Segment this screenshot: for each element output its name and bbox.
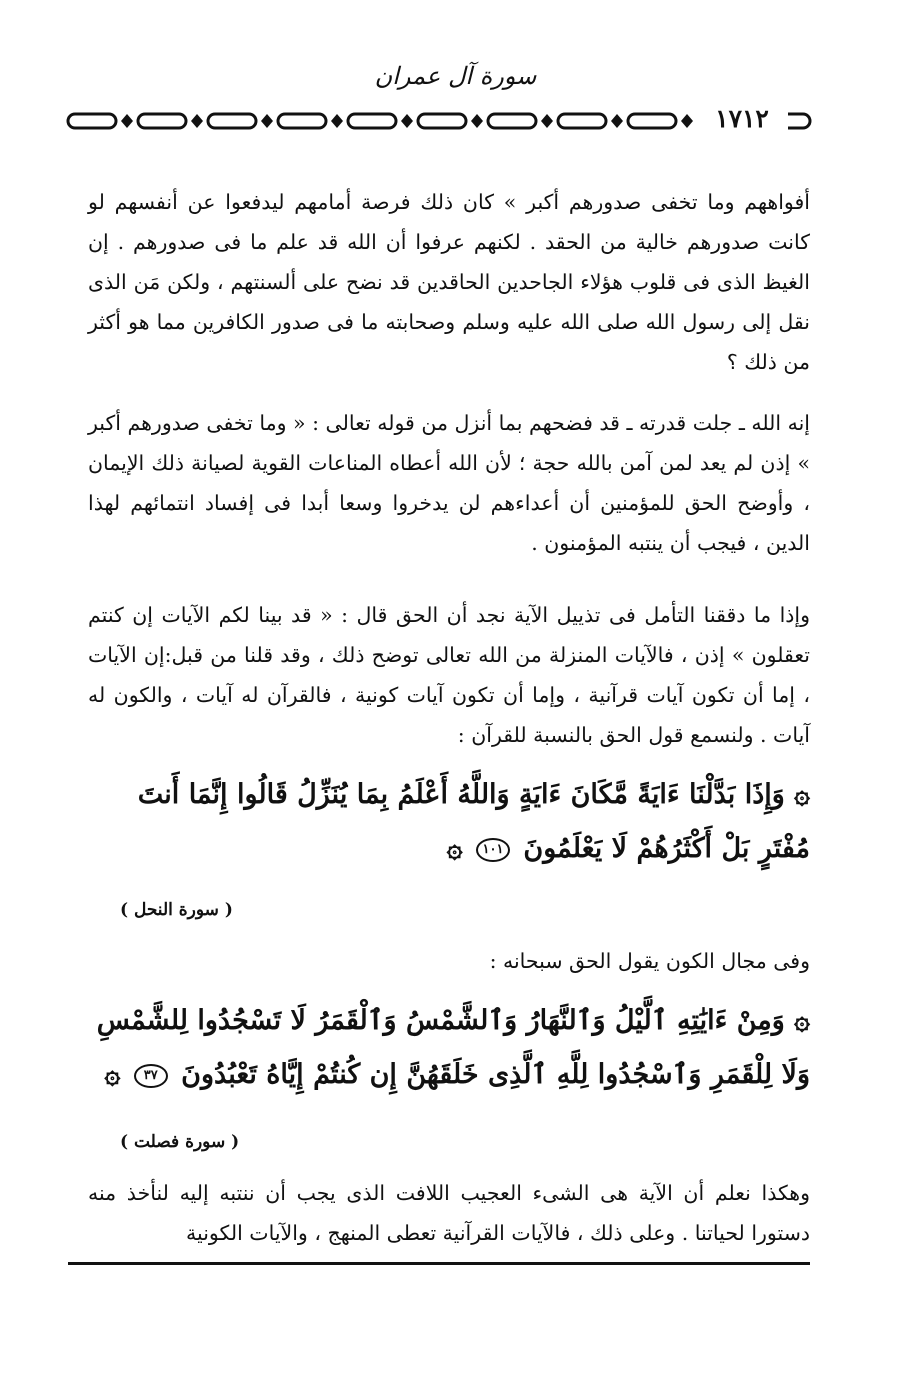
verse-close-ornament-icon: ۞ xyxy=(104,1059,121,1090)
border-link xyxy=(278,114,326,128)
verse-open-ornament-icon: ۞ xyxy=(794,779,810,810)
verse-number-badge: ٣٧ xyxy=(134,1064,168,1088)
paragraph-4: وهكذا نعلم أن الآية هى الشىء العجيب اللافت الذى يجب أن ننتبه إليه لنأخذ منه دستورا لحياتنا . وعلى ذلك ، فالآيات القرآنية تعطى المنهج ، والآيات الكونية xyxy=(88,1181,810,1245)
surah-reference: ( سورة النحل ) xyxy=(120,900,233,920)
border-link xyxy=(418,114,466,128)
border-diamond xyxy=(331,114,343,128)
paragraph-3: وإذا ما دققنا التأمل فى تذييل الآية نجد أن الحق قال : « قد بينا لكم الآيات إن كنتم تعقلون » إذن ، فالآيات المنزلة من الله تعالى توضح ذلك ، وقد قلنا من قبل:إن الآيات ، إما أن تكون آيات قرآنية ، وإما أن تكون آيات كونية ، فالقرآن له آيات ، والكون له آيات . ولنسمع قول الحق بالنسبة للقرآن : xyxy=(88,603,810,747)
verse-text: وَإِذَا بَدَّلْنَا ءَايَةً مَّكَانَ ءَايَةٍ وَاللَّهُ أَعْلَمُ بِمَا يُنَزِّلُ قَالُوا إِنَّمَا أَنتَ مُفْتَرٍ بَلْ أَكْثَرُهُمْ لَا يَعْلَمُونَ xyxy=(137,779,810,864)
border-diamond xyxy=(681,114,693,128)
border-link xyxy=(138,114,186,128)
paragraph-lead-in: وفى مجال الكون يقول الحق سبحانه : xyxy=(489,949,810,973)
page-number: ١٧١٢ xyxy=(696,104,788,134)
border-diamond xyxy=(541,114,553,128)
border-link xyxy=(208,114,256,128)
border-diamond xyxy=(401,114,413,128)
verse-text: وَمِنْ ءَايَٰتِهِ ٱلَّيْلُ وَٱلنَّهَارُ وَٱلشَّمْسُ وَٱلْقَمَرُ لَا تَسْجُدُوا لِلشَّمْسِ وَلَا لِلْقَمَرِ وَٱسْجُدُوا لِلَّهِ ٱلَّذِى خَلَقَهُنَّ إِن كُنتُمْ إِيَّاهُ تَعْبُدُونَ xyxy=(96,1005,810,1090)
footer-divider xyxy=(68,1262,810,1265)
border-link xyxy=(628,114,676,128)
border-link xyxy=(558,114,606,128)
surah-reference: ( سورة فصلت ) xyxy=(120,1132,240,1152)
verse-open-ornament-icon: ۞ xyxy=(794,1005,810,1036)
border-link xyxy=(348,114,396,128)
border-diamond xyxy=(121,114,133,128)
quran-verse-an-nahl xyxy=(88,768,810,876)
verse-close-ornament-icon: ۞ xyxy=(446,833,463,864)
border-link xyxy=(488,114,536,128)
paragraph-1: أفواههم وما تخفى صدورهم أكبر » كان ذلك فرصة أمامهم ليدفعوا عن أنفسهم لو كانت صدورهم خالية من الحقد . لكنهم عرفوا أن الله قد علم ما فى صدورهم . إن الغيظ الذى فى قلوب هؤلاء الجاحدين الحاقدين قد نضح على ألسنتهم ، ولكن مَن الذى نقل إلى رسول الله صلى الله عليه وسلم وصحابته ما فى صدور الكافرين مما هو أكثر من ذلك ؟ xyxy=(88,190,810,374)
border-diamond xyxy=(611,114,623,128)
surah-header-title: سورة آل عمران xyxy=(374,62,537,90)
paragraph-2: إنه الله ـ جلت قدرته ـ قد فضحهم بما أنزل من قوله تعالى : « وما تخفى صدورهم أكبر » إذن لم يعد لمن آمن بالله حجة ؛ لأن الله أعطاه المناعات القوية لصيانة ذلك الإيمان ، وأوضح الحق للمؤمنين أن أعداءهم لن يدخروا وسعا أبدا فى إفساد انتمائهم لهذا الدين ، فيجب أن ينتبه المؤمنون . xyxy=(88,411,810,555)
border-diamond xyxy=(471,114,483,128)
verse-number-badge: ١٠١ xyxy=(476,838,510,862)
border-diamond xyxy=(191,114,203,128)
border-diamond xyxy=(261,114,273,128)
quran-verse-fussilat xyxy=(88,994,810,1102)
border-link xyxy=(68,114,116,128)
